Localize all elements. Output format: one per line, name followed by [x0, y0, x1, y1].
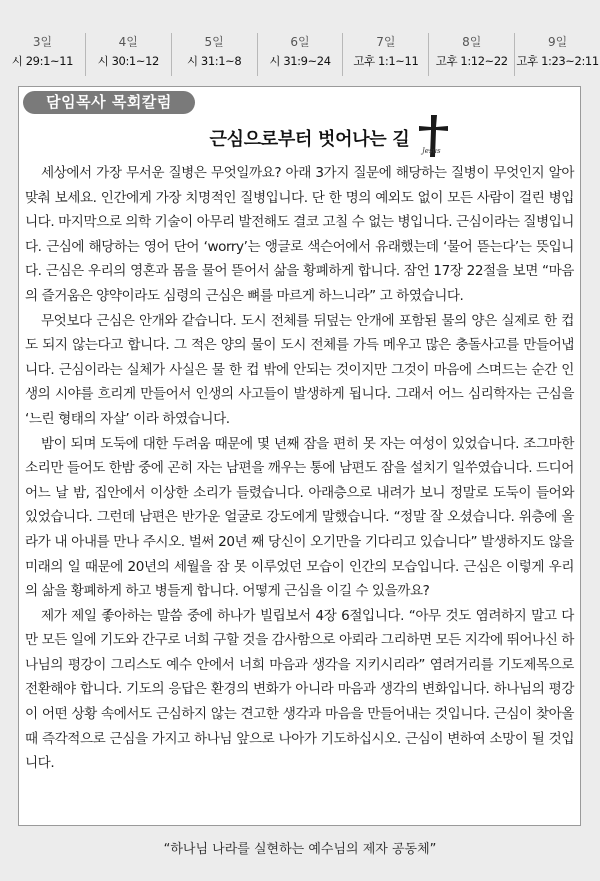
column-paragraph: 세상에서 가장 무서운 질병은 무엇일까요? 아래 3가지 질문에 해당하는 질병이 무엇인지 알아 맞춰 보세요. 인간에게 가장 치명적인 질병입니다. 단 한 명의 예외도 없이 모든 사람이 걸린 병입니다. 마지막으로 의학 기술이 아무리 발전해도 결코 고칠 수 없는 병입니다. 근심이라는 질병입니다. 근심에 해당하는 영어 단어 ‘worry’는 앵글로 색슨어에서 유래했는데 ‘물어 뜯는다’는 뜻입니다. 근심은 우리의 영혼과 몸을 물어 뜯어서 삶을 황폐하게 합니다. 잠언 17장 22절을 보면 “마음의 즐거움은 양약이라도 심령의 근심은 뼈를 마르게 하느니라” 고 하였습니다.	[25, 165, 574, 304]
schedule-day-label: 3일	[32, 35, 53, 49]
column-paragraph: 제가 제일 좋아하는 말씀 중에 하나가 빌립보서 4장 6절입니다. “아무 것도 염려하지 말고 다만 모든 일에 기도와 간구로 너희 구할 것을 감사함으로 아뢰라 그리하면 모든 지각에 뛰어나신 하나님의 평강이 그리스도 예수 안에서 너희 마음과 생각을 지키시리라” 염려거리를 기도제목으로 전환해야 합니다. 기도의 응답은 환경의 변화가 아니라 마음과 생각의 변화입니다. 하나님의 평강이 어떤 상황 속에서도 근심하지 않는 견고한 생각과 마음을 만들어내는 것입니다. 근심이 찾아올 때 즉각적으로 근심을 가지고 하나님 앞으로 나아가 기도하십시오. 근심이 변하여 소망이 될 것입니다.	[25, 607, 574, 772]
column-paragraph: 무엇보다 근심은 안개와 같습니다. 도시 전체를 뒤덮는 안개에 포함된 물의 양은 실제로 한 컵도 되지 않는다고 합니다. 그 적은 양의 물이 도시 전체를 가득 메우고 많은 충돌사고를 만들어냅니다. 근심이라는 실체가 사실은 물 한 컵 밖에 안되는 것이지만 그것이 마음에 스며드는 순간 인생의 시야를 흐리게 만들어서 인생의 사고들이 발생하게 됩니다. 그래서 어느 심리학자는 근심을 ‘느린 형태의 자살’ 이라 하였습니다.	[25, 312, 574, 427]
jesus-logo-text: Jesus	[422, 147, 441, 155]
title-row	[19, 125, 580, 151]
schedule-day	[172, 33, 258, 76]
schedule-day	[429, 33, 515, 76]
schedule-day	[258, 33, 344, 76]
schedule-reading: 시 31:1~8	[186, 54, 242, 68]
schedule-reading: 고후 1:12~22	[435, 54, 508, 68]
schedule-reading: 고후 1:1~11	[353, 54, 419, 68]
schedule-day-label: 5일	[204, 35, 224, 49]
column-body	[25, 161, 574, 776]
schedule-day-label: 4일	[118, 35, 138, 49]
schedule-day-label: 7일	[376, 35, 396, 49]
column-title: 근심으로부터 벗어나는 길	[209, 129, 410, 150]
schedule-day	[86, 33, 172, 76]
schedule-day	[0, 33, 86, 76]
church-motto: “하나님 나라를 실현하는 예수님의 제자 공동체”	[163, 842, 437, 857]
pastor-column-card	[18, 86, 581, 826]
column-paragraph: 밤이 되며 도둑에 대한 두려움 때문에 몇 년째 잠을 편히 못 자는 여성이 있었습니다. 조그마한 소리만 들어도 한밤 중에 곤히 자는 남편을 깨우는 통에 남편도 잠을 설치기 일쑤였습니다. 드디어 어느 날 밤, 집안에서 이상한 소리가 들렸습니다. 아래층으로 내려가 보니 정말로 도둑이 들어와 있었습니다. 그런데 남편은 반가운 얼굴로 강도에게 말했습니다. “정말 잘 오셨습니다. 위층에 올라가 내 아내를 만나 주시오. 벌써 20년 째 당신이 오기만을 기다리고 있습니다” 발생하지도 않을 미래의 일 때문에 20년의 세월을 잠 못 이루었던 모습이 인간의 모습입니다. 근심은 이렇게 우리의 삶을 황폐하게 하고 병들게 합니다. 어떻게 근심을 이길 수 있을까요?	[25, 435, 574, 600]
column-badge: 담임목사 목회칼럼	[23, 91, 195, 114]
schedule-day	[343, 33, 429, 76]
bible-reading-schedule	[0, 33, 600, 76]
schedule-day	[515, 33, 600, 76]
schedule-day-label: 9일	[547, 35, 568, 49]
schedule-reading: 고후 1:23~2:11	[516, 54, 599, 68]
schedule-reading: 시 29:1~11	[11, 54, 74, 68]
schedule-day-label: 8일	[462, 35, 482, 49]
schedule-reading: 시 31:9~24	[269, 54, 331, 68]
schedule-day-label: 6일	[290, 35, 310, 49]
schedule-reading: 시 30:1~12	[97, 54, 159, 68]
